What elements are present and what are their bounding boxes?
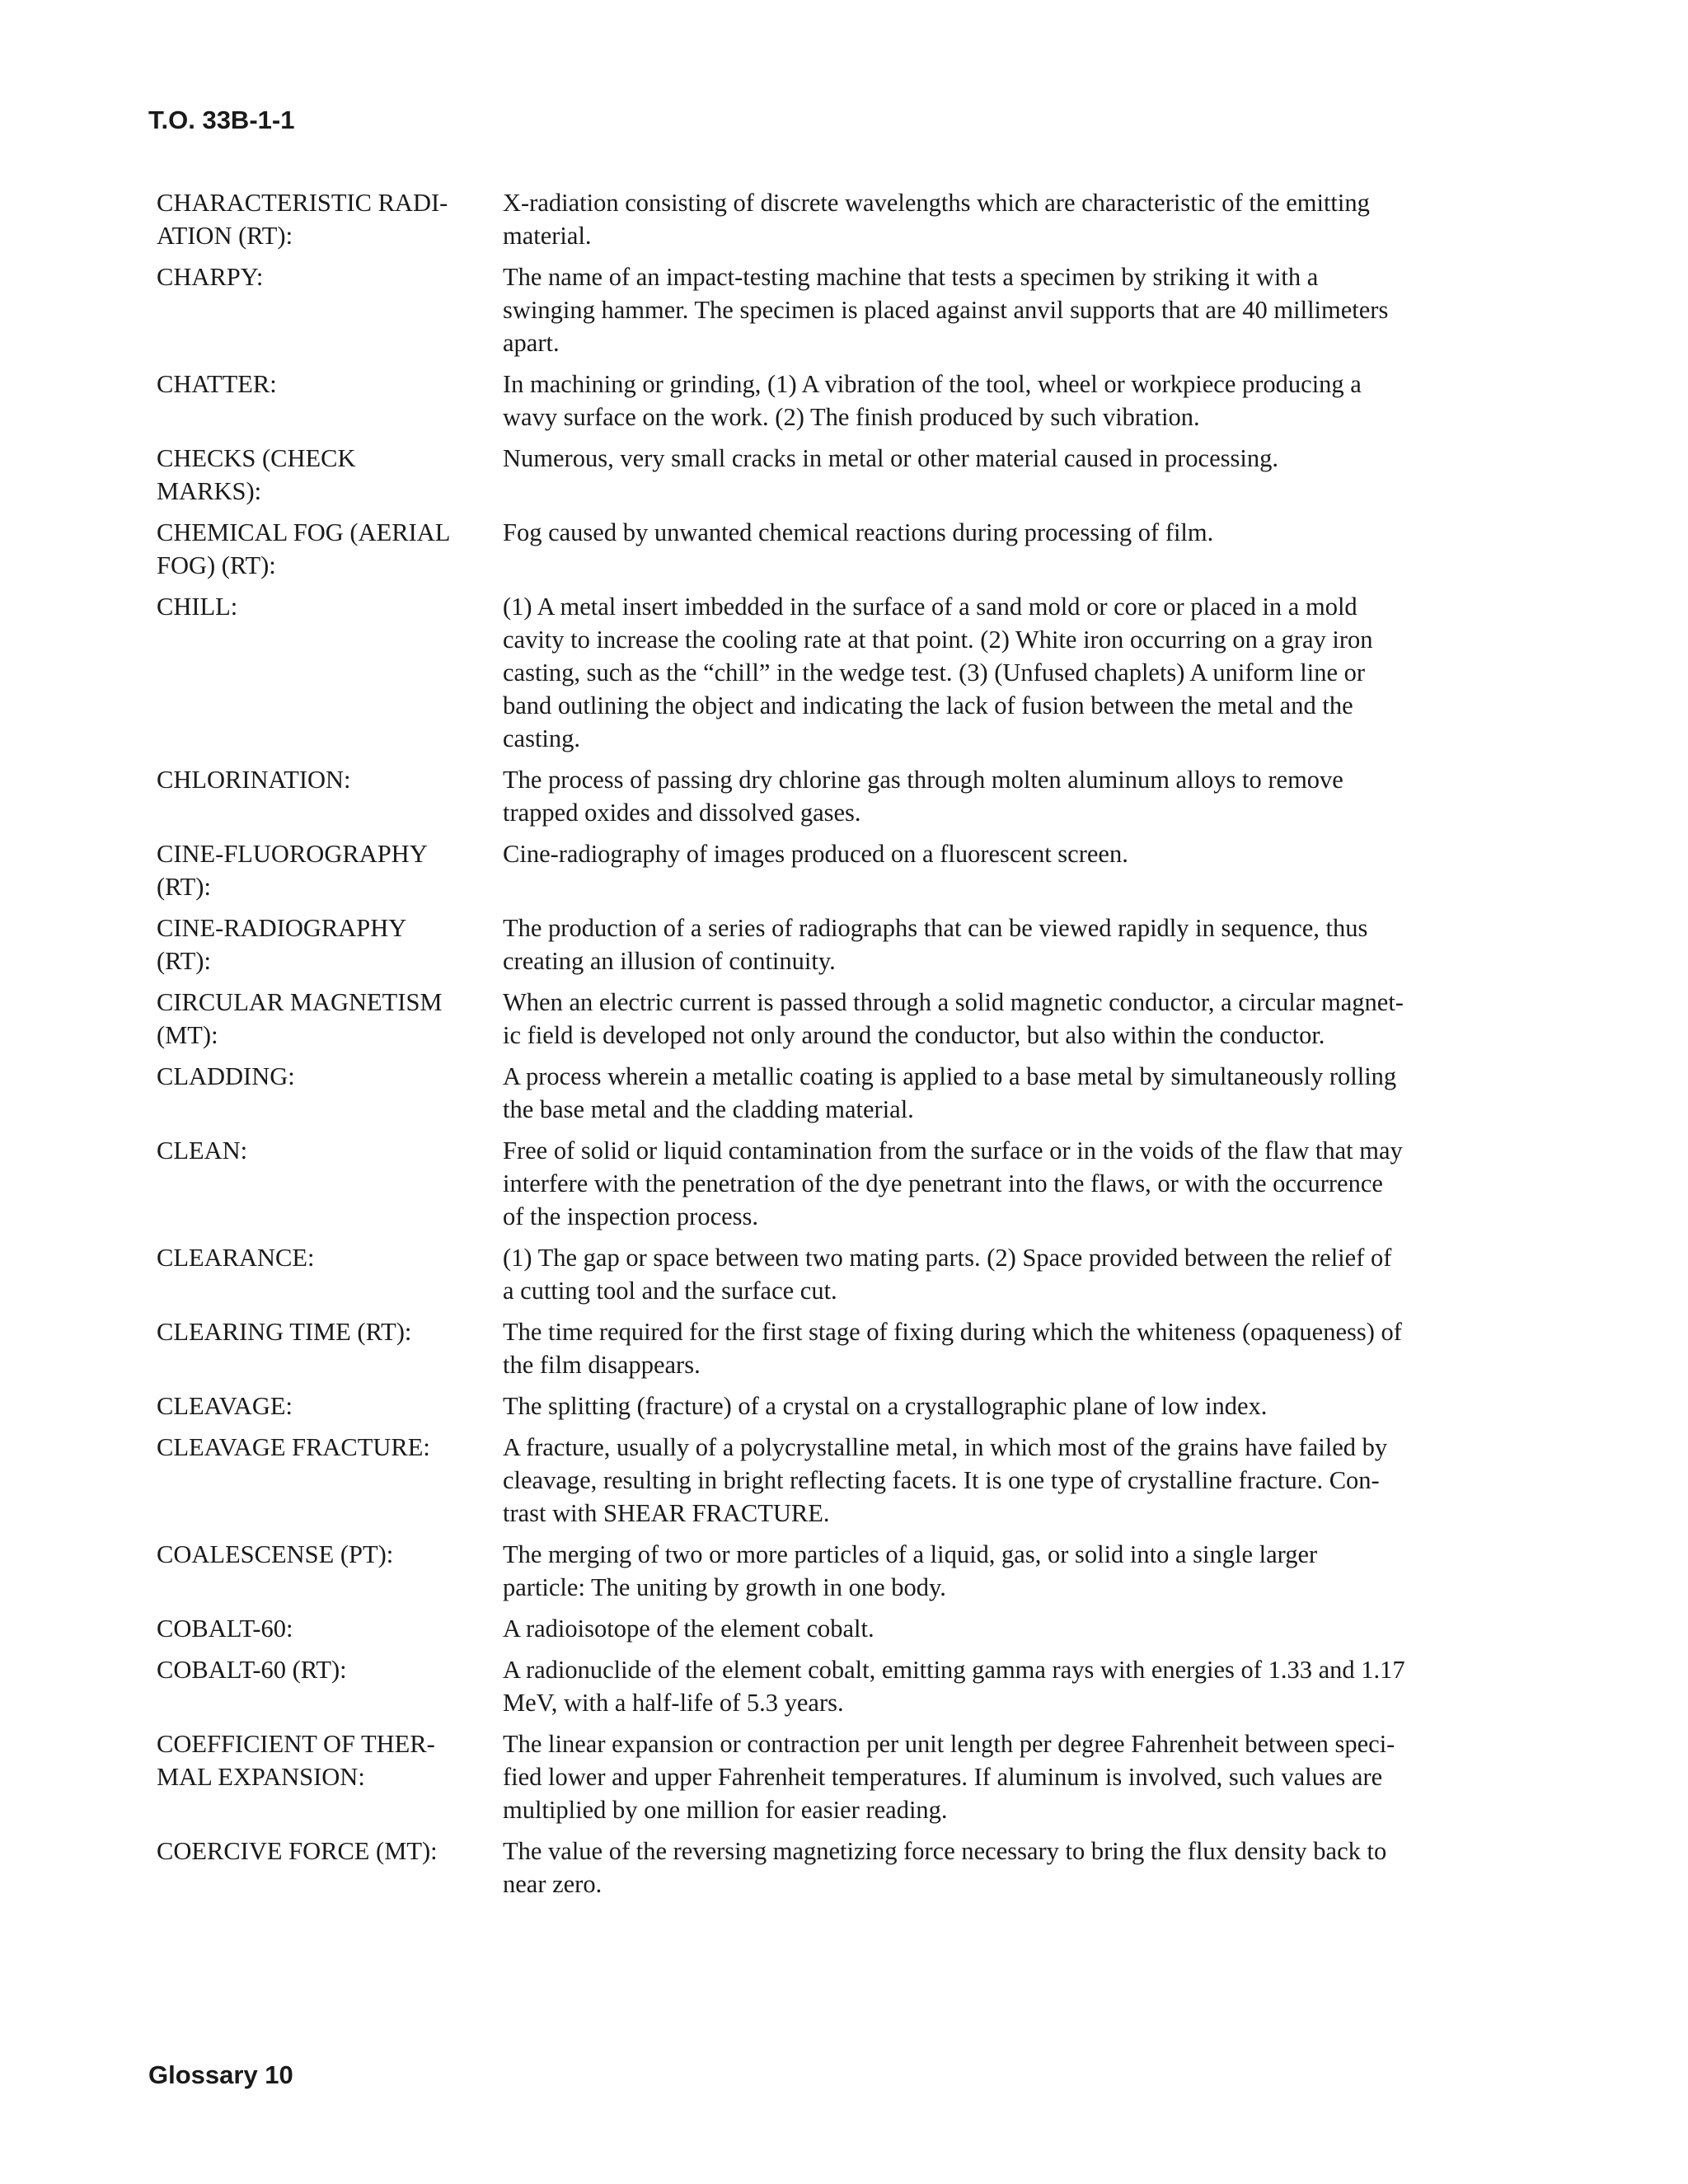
glossary-definition: Free of solid or liquid contamination from the surface or in the voids of the flaw that may interfere with the penetration of the dye penetrant into the flaws, or with the occurrence of the inspection process. (503, 1137, 1403, 1230)
glossary-term: CHEMICAL FOG (AERIAL FOG) (RT): (157, 518, 451, 579)
glossary-term: CHARPY: (157, 263, 264, 291)
glossary-entry (157, 986, 1537, 1052)
glossary-term: CHILL: (157, 593, 238, 621)
glossary-definition: A fracture, usually of a polycrystalline metal, in which most of the grains have failed by cleavage, resulting in bright reflecting facets. It is one type of crystalline fracture. Con- trast with SHEAR FRACTURE. (503, 1433, 1388, 1527)
glossary-entry (157, 442, 1537, 508)
glossary-entry (157, 1612, 1537, 1645)
glossary-definition: The production of a series of radiographs that can be viewed rapidly in sequence, thus creating an illusion of continuity. (503, 914, 1368, 975)
glossary-entry (157, 1431, 1537, 1530)
glossary-entry (157, 1727, 1537, 1826)
glossary-term: CLEAVAGE FRACTURE: (157, 1433, 430, 1461)
glossary-term: COEFFICIENT OF THER- MAL EXPANSION: (157, 1730, 435, 1791)
glossary-term: CLEAN: (157, 1137, 248, 1165)
glossary-term: CLADDING: (157, 1062, 295, 1090)
glossary-definition: The name of an impact-testing machine that tests a specimen by striking it with a swinging hammer. The specimen is placed against anvil supports that are 40 millimeters apart. (503, 263, 1389, 357)
glossary-term: COBALT-60 (RT): (157, 1656, 347, 1684)
glossary-definition: In machining or grinding, (1) A vibration of the tool, wheel or workpiece producing a wavy surface on the work. (2) The finish produced by such vibration. (503, 370, 1362, 431)
glossary-term: CHECKS (CHECK MARKS): (157, 444, 356, 505)
glossary-term: CLEARANCE: (157, 1244, 315, 1272)
glossary-entry (157, 837, 1537, 903)
glossary-entry (157, 516, 1537, 582)
glossary-definition: Cine-radiography of images produced on a fluorescent screen. (503, 840, 1128, 868)
glossary-definition: A radionuclide of the element cobalt, emitting gamma rays with energies of 1.33 and 1.17 MeV, with a half-life of 5.3 years. (503, 1656, 1405, 1717)
glossary-term: CHARACTERISTIC RADI- ATION (RT): (157, 189, 448, 250)
glossary-definition: X-radiation consisting of discrete wavelengths which are characteristic of the emitting material. (503, 189, 1370, 250)
glossary-term: CINE-FLUOROGRAPHY (RT): (157, 840, 428, 901)
glossary-entry (157, 1653, 1537, 1719)
glossary-entry (157, 1241, 1537, 1307)
glossary-term: COALESCENSE (PT): (157, 1540, 394, 1568)
glossary-entry (157, 1835, 1537, 1900)
glossary-definition: The splitting (fracture) of a crystal on a crystallographic plane of low index. (503, 1392, 1268, 1420)
document-number: T.O. 33B-1-1 (148, 105, 295, 134)
glossary-term: CIRCULAR MAGNETISM (MT): (157, 988, 443, 1049)
glossary-entry (157, 590, 1537, 755)
glossary-entry (157, 260, 1537, 359)
page-number: Glossary 10 (148, 2060, 293, 2089)
glossary-definition: (1) A metal insert imbedded in the surface of a sand mold or core or placed in a mold cavity to increase the cooling rate at that point. (2) White iron occurring on a gray iron casting, such as the “chill” in the wedge test. (3) (Unfused chaplets) A uniform line or band outlining the object and indicating the lack of fusion between the metal and the casting. (503, 593, 1373, 752)
glossary-entry (157, 1315, 1537, 1381)
glossary-definition: When an electric current is passed through a solid magnetic conductor, a circular magnet- ic field is developed not only around the conductor, but also within the conductor. (503, 988, 1404, 1049)
glossary-term: CINE-RADIOGRAPHY (RT): (157, 914, 407, 975)
glossary-term: CLEARING TIME (RT): (157, 1318, 412, 1346)
glossary-entry (157, 1060, 1537, 1126)
glossary-definition: Numerous, very small cracks in metal or other material caused in processing. (503, 444, 1278, 472)
glossary-definition: The merging of two or more particles of a liquid, gas, or solid into a single larger particle: The uniting by growth in one body. (503, 1540, 1318, 1601)
glossary-definition: (1) The gap or space between two mating parts. (2) Space provided between the relief of a cutting tool and the surface cut. (503, 1244, 1392, 1305)
glossary-definition: A process wherein a metallic coating is applied to a base metal by simultaneously rolling the base metal and the cladding material. (503, 1062, 1397, 1123)
glossary-entry (157, 912, 1537, 977)
glossary-term: COBALT-60: (157, 1615, 293, 1643)
glossary-list (157, 186, 1537, 1909)
glossary-entry (157, 1538, 1537, 1604)
glossary-entry (157, 763, 1537, 829)
glossary-term: CHLORINATION: (157, 766, 351, 794)
glossary-definition: The linear expansion or contraction per unit length per degree Fahrenheit between speci- fied lower and upper Fahrenheit temperatures. If aluminum is involved, such values are multiplied by one million for easier reading. (503, 1730, 1395, 1824)
glossary-definition: The process of passing dry chlorine gas through molten aluminum alloys to remove trapped oxides and dissolved gases. (503, 766, 1343, 827)
glossary-term: COERCIVE FORCE (MT): (157, 1837, 438, 1865)
glossary-term: CLEAVAGE: (157, 1392, 293, 1420)
glossary-definition: The value of the reversing magnetizing force necessary to bring the flux density back to near zero. (503, 1837, 1387, 1898)
glossary-definition: A radioisotope of the element cobalt. (503, 1615, 874, 1643)
glossary-entry (157, 368, 1537, 434)
glossary-term: CHATTER: (157, 370, 277, 398)
glossary-entry (157, 1390, 1537, 1422)
glossary-entry (157, 186, 1537, 252)
glossary-definition: Fog caused by unwanted chemical reactions during processing of film. (503, 518, 1214, 546)
glossary-entry (157, 1134, 1537, 1233)
glossary-definition: The time required for the first stage of fixing during which the whiteness (opaqueness) of the film disappears. (503, 1318, 1402, 1379)
